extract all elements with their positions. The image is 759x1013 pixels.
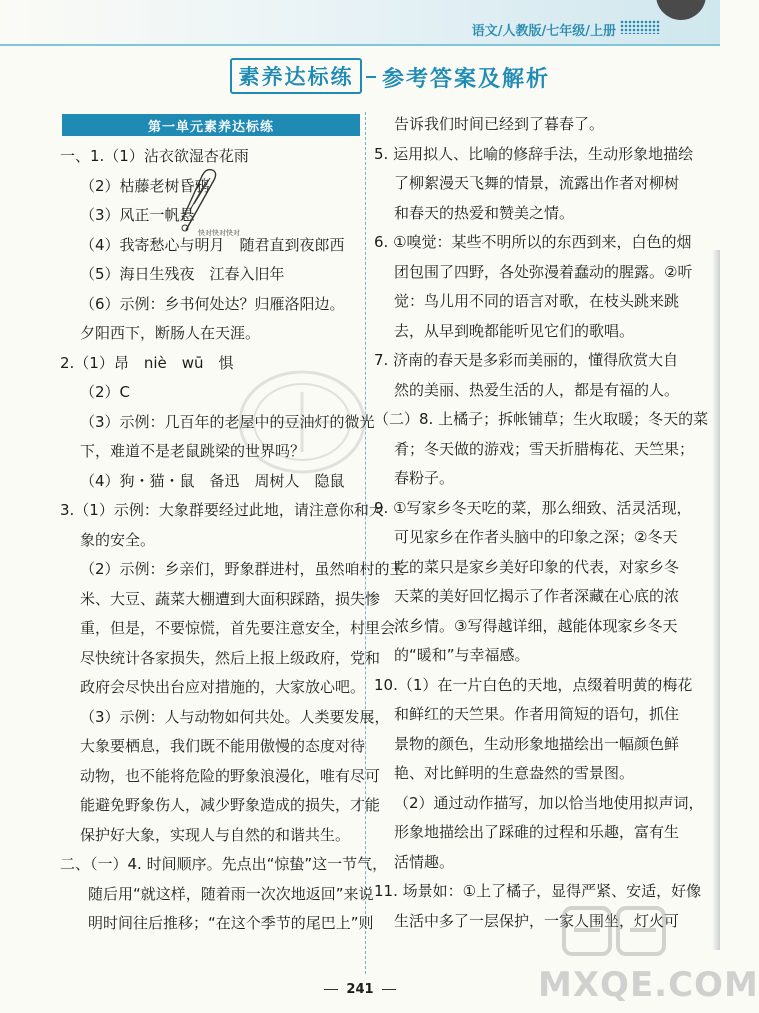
answer-line: 随后用“就这样，随着雨一次次地返回”来说 xyxy=(88,884,374,903)
watermark-logo-icon xyxy=(560,900,670,962)
title-boxed: 素养达标练 xyxy=(230,58,362,94)
answer-line: 11. 场景如：①上了橘子，显得严紧、安适，好像 xyxy=(374,882,702,900)
answer-line: 7. 济南的春天是多彩而美丽的，懂得欣赏大自 xyxy=(374,351,679,369)
answer-line: 春粉子。 xyxy=(394,469,455,487)
answer-line: 2.（1）昂 niè wū 惧 xyxy=(60,353,234,372)
page-number-text: 241 xyxy=(346,982,374,997)
answer-line: 可见家乡在作者头脑中的印象之深；②冬天 xyxy=(394,528,678,546)
right-column xyxy=(374,110,709,936)
page-edge-shadow xyxy=(712,250,720,950)
answer-line: 9. ①写家乡冬天吃的菜，那么细致、活灵活现， xyxy=(374,498,692,517)
answer-line: （4）我寄愁心与明月 随君直到夜郎西 xyxy=(80,235,345,254)
answer-line: 二、（一）4. 时间顺序。先点出“惊蛰”这一节气， xyxy=(60,855,388,873)
dot-pattern xyxy=(620,20,660,34)
answer-line: 明时间往后推移；“在这个季节的尾巴上”则 xyxy=(88,914,374,932)
answer-line: （3）示例：几百年的老屋中的豆油灯的微光 xyxy=(80,412,375,431)
answer-line: （2）示例：乡亲们，野象群进村，虽然咱村的玉 xyxy=(80,560,405,578)
answer-line: （4）狗・猫・鼠 备迅 周树人 隐鼠 xyxy=(80,471,345,490)
stamp-watermark-icon xyxy=(232,362,372,482)
dash-left xyxy=(324,989,338,990)
answer-line: （5）海日生残夜 江春入旧年 xyxy=(80,265,285,283)
answer-line: 保护好大象，实现人与自然的和谐共生。 xyxy=(80,825,351,844)
answer-line: 6. ①嗅觉：某些不明所以的东西到来，白色的烟 xyxy=(374,233,692,251)
answer-line: 景物的颜色，生动形象地描绘出一幅颜色鲜 xyxy=(394,734,680,753)
page-number xyxy=(0,982,720,997)
answer-line: （3）风正一帆悬 xyxy=(80,206,195,224)
answer-line: 能避免野象伤人，减少野象造成的损失，才能 xyxy=(80,796,381,814)
answer-line: 10.（1）在一片白色的天地，点缀着明黄的梅花 xyxy=(374,675,693,694)
dash-right xyxy=(382,989,396,990)
answer-line: （二）8. 上橘子；拆帐铺草；生火取暖；冬天的菜 xyxy=(374,410,709,428)
answer-line: 和春天的热爱和赞美之情。 xyxy=(394,203,575,222)
title-main: 参考答案及解析 xyxy=(382,67,551,92)
book-info: 语文/人教版/七年级/上册 xyxy=(471,24,616,39)
answer-line: 天菜的美好回忆揭示了作者深藏在心底的浓 xyxy=(394,587,680,605)
title-separator xyxy=(366,76,376,78)
answer-line: 象的安全。 xyxy=(80,530,156,549)
answer-line: 大象要栖息，我们既不能用傲慢的态度对待 xyxy=(80,737,366,755)
column-divider xyxy=(365,112,366,974)
answer-line: 一、1.（1）沾衣欲湿杏花雨 xyxy=(60,147,249,165)
handwritten-note: 快对快对快对 xyxy=(198,229,240,237)
answer-line: （6）示例：乡书何处达？归雁洛阳边。 xyxy=(80,294,345,313)
answer-line: 去，从早到晚都能听见它们的歌唱。 xyxy=(394,321,635,340)
answer-line: （2）C xyxy=(80,383,131,401)
answer-line: 夕阳西下，断肠人在天涯。 xyxy=(80,324,261,342)
answer-line: 米、大豆、蔬菜大棚遭到大面积踩踏，损失惨 xyxy=(80,589,381,608)
answer-line: 动物，也不能将危险的野象浪漫化，唯有尽可 xyxy=(80,766,381,785)
answer-line: 浓乡情。③写得越详细，越能体现家乡冬天 xyxy=(394,616,678,635)
answer-line: （3）示例：人与动物如何共处。人类要发展， xyxy=(80,707,390,726)
answer-line: 形象地描绘出了踩碓的过程和乐趣，富有生 xyxy=(394,823,680,841)
answer-line: 然的美丽、热爱生活的人，都是有福的人。 xyxy=(394,380,680,399)
answer-line: 了柳絮漫天飞舞的情景，流露出作者对柳树 xyxy=(394,174,680,192)
answer-line: 政府会尽快出台应对措施的，大家放心吧。 xyxy=(80,678,366,696)
answer-line: 尽快统计各家损失，然后上报上级政府，党和 xyxy=(80,648,381,667)
answer-line: 重，但是，不要惊慌，首先要注意安全，村里会 xyxy=(80,619,396,637)
answer-line: （2）通过动作描写，加以恰当地使用拟声词， xyxy=(394,793,704,812)
answer-line: 下，难道不是老鼠跳梁的世界吗？ xyxy=(80,442,306,460)
answer-line: 和鲜红的天竺果。作者用简短的语句，抓住 xyxy=(394,705,680,723)
page-title xyxy=(0,56,720,100)
answer-line: 肴；冬天做的游戏；雪天折腊梅花、天竺果； xyxy=(394,439,695,458)
left-column xyxy=(60,142,405,939)
header-rule xyxy=(0,44,720,46)
answer-line: 团包围了四野，各处弥漫着蠢动的腥露。②听 xyxy=(394,262,693,281)
answer-line: 的“暖和”与幸福感。 xyxy=(394,646,530,664)
answer-line: 5. 运用拟人、比喻的修辞手法，生动形象地描绘 xyxy=(374,144,694,163)
section-header: 第一单元素养达标练 xyxy=(62,114,360,136)
answer-line: （2）枯藤老树昏鸦 xyxy=(80,176,210,195)
answer-line: 生活中多了一层保护，一家人围坐，灯火可 xyxy=(394,911,680,930)
answer-line: 觉：鸟儿用不同的语言对歌，在枝头跳来跳 xyxy=(394,292,680,310)
answer-line: 艳、对比鲜明的生意盎然的雪景图。 xyxy=(394,764,635,782)
answer-line: 活情趣。 xyxy=(394,852,455,871)
answer-line: 告诉我们时间已经到了暮春了。 xyxy=(394,115,605,133)
answer-line: 吃的菜只是家乡美好印象的代表，对家乡冬 xyxy=(394,557,680,576)
watermark-text: MXQE.COM xyxy=(538,965,759,1005)
answer-line: 3.（1）示例：大象群要经过此地，请注意你和大 xyxy=(60,501,384,519)
